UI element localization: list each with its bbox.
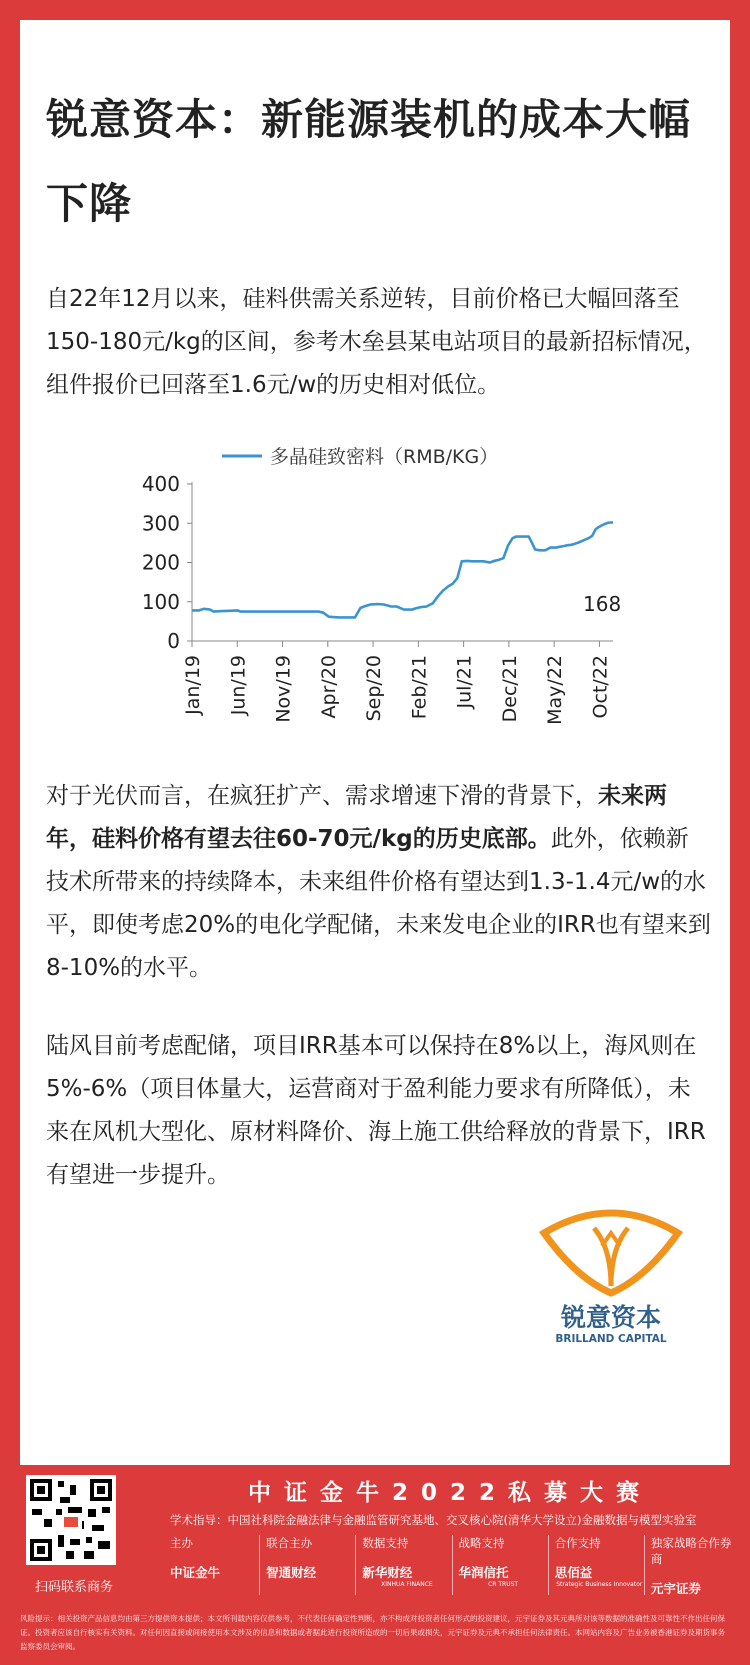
sponsor-role: 独家战略合作券商 bbox=[650, 1536, 732, 1566]
legend-label: 多晶硅致密料（RMB/KG） bbox=[270, 446, 499, 468]
contest-title: 中证金牛2022私募大赛 bbox=[247, 1480, 652, 1506]
sponsor-sub: XINHUA FINANCE bbox=[381, 1581, 433, 1588]
y-tick-label: 0 bbox=[167, 629, 180, 653]
y-tick-label: 300 bbox=[141, 511, 180, 536]
qr-label: 扫码联系商务 bbox=[34, 1580, 113, 1595]
article-title: 锐意资本：新能源装机的成本大幅下降 bbox=[46, 95, 692, 228]
sponsor-role: 合作支持 bbox=[554, 1536, 601, 1550]
sponsor-item bbox=[170, 1535, 259, 1595]
sponsor-item bbox=[548, 1535, 644, 1595]
x-tick-label: Jul/21 bbox=[453, 655, 476, 709]
fan-logo-icon bbox=[536, 1198, 686, 1348]
sponsor-role: 数据支持 bbox=[362, 1536, 409, 1550]
x-tick-label: Nov/19 bbox=[272, 655, 295, 723]
sponsor-name: 中证金牛 bbox=[170, 1565, 221, 1580]
sponsor-name: 元宇证券 bbox=[650, 1581, 701, 1596]
sponsor-item bbox=[644, 1535, 740, 1595]
paragraph-2-text: 对于光伏而言，在疯狂扩产、需求增速下滑的背景下， bbox=[46, 783, 598, 809]
x-tick-label: Apr/20 bbox=[317, 655, 340, 719]
sponsor-name: 智通财经 bbox=[266, 1565, 317, 1580]
sponsor-sub: Strategic Business Innovator bbox=[556, 1581, 643, 1588]
silicon-price-chart bbox=[100, 445, 640, 745]
paragraph-2 bbox=[46, 775, 711, 990]
sponsor-role: 主办 bbox=[170, 1536, 193, 1550]
y-tick-label: 200 bbox=[141, 550, 180, 575]
sponsor-role: 战略支持 bbox=[458, 1536, 505, 1550]
paragraph-2-rest: 此外，依赖新技术所带来的持续降本，未来组件价格有望达到1.3-1.4元/w的水平，即使考虑20%的电化学配储，未来发电企业的IRR也有望来到8-10%的水平。 bbox=[46, 826, 711, 981]
academic-guide: 学术指导：中国社科院金融法律与金融监管研究基地、交叉核心院(清华大学设立)金融数据与模型实验室 bbox=[170, 1513, 697, 1527]
qr-code[interactable] bbox=[26, 1475, 116, 1565]
series-line bbox=[192, 523, 613, 618]
x-tick-label: Jun/19 bbox=[227, 655, 250, 716]
sponsor-list bbox=[170, 1535, 740, 1595]
x-tick-label: Sep/20 bbox=[363, 655, 386, 722]
x-tick-label: Feb/21 bbox=[408, 655, 431, 720]
sponsor-item bbox=[452, 1535, 548, 1595]
paragraph-1: 自22年12月以来，硅料供需关系逆转，目前价格已大幅回落至150-180元/kg的区间，参考木垒县某电站项目的最新招标情况，组件报价已回落至1.6元/w的历史相对低位。 bbox=[46, 286, 707, 398]
risk-disclaimer: 风险提示：相关投资产品信息均由第三方提供资本提供；本文所刊载内容仅供参考，不代表任何确定性判断，亦不构成对投资者任何形式的投资建议，元宇证券及其元典所对该等数据的准确性及可靠性不作出任何保证。投资者应该自行核实有关资料。对任何因直接或间接使用本文涉及的信息和数据或者据此进行投资所造成的一切后果或损失，元宇证券及元典不承担任何法律责任。本网站内容及广告业务被香港证券及期货事务监察委员会审阅。 bbox=[20, 1614, 725, 1651]
sponsor-name: 新华财经 bbox=[362, 1565, 413, 1580]
y-tick-label: 400 bbox=[141, 472, 180, 496]
x-tick-label: Oct/22 bbox=[589, 655, 612, 719]
sponsor-sub: CR TRUST bbox=[488, 1581, 519, 1588]
x-tick-label: Dec/21 bbox=[498, 655, 521, 723]
qr-code-icon bbox=[26, 1475, 116, 1565]
sponsor-name: 思佰益 bbox=[554, 1565, 593, 1580]
brilland-logo bbox=[536, 1198, 686, 1348]
sponsor-name: 华润信托 bbox=[458, 1565, 509, 1580]
y-tick-label: 100 bbox=[141, 589, 180, 614]
x-tick-label: May/22 bbox=[544, 655, 567, 725]
logo-cn-text: 锐意资本 bbox=[560, 1303, 662, 1332]
sponsor-item bbox=[259, 1535, 355, 1595]
data-label: 168 bbox=[583, 592, 622, 617]
paragraph-3: 陆风目前考虑配储，项目IRR基本可以保持在8%以上，海风则在5%-6%（项目体量大，运营商对于盈利能力要求有所降低），未来在风机大型化、原材料降价、海上施工供给释放的背景下，IRR有望进一步提升。 bbox=[46, 1033, 706, 1188]
logo-en-text: BRILLAND CAPITAL bbox=[555, 1333, 667, 1345]
sponsor-role: 联合主办 bbox=[266, 1536, 313, 1550]
sponsor-item bbox=[355, 1535, 451, 1595]
x-tick-label: Jan/19 bbox=[182, 655, 204, 715]
paragraph-2-highlight: 未来两年，硅料价格有望去往60-70元/kg的历史底部。 bbox=[46, 783, 667, 852]
